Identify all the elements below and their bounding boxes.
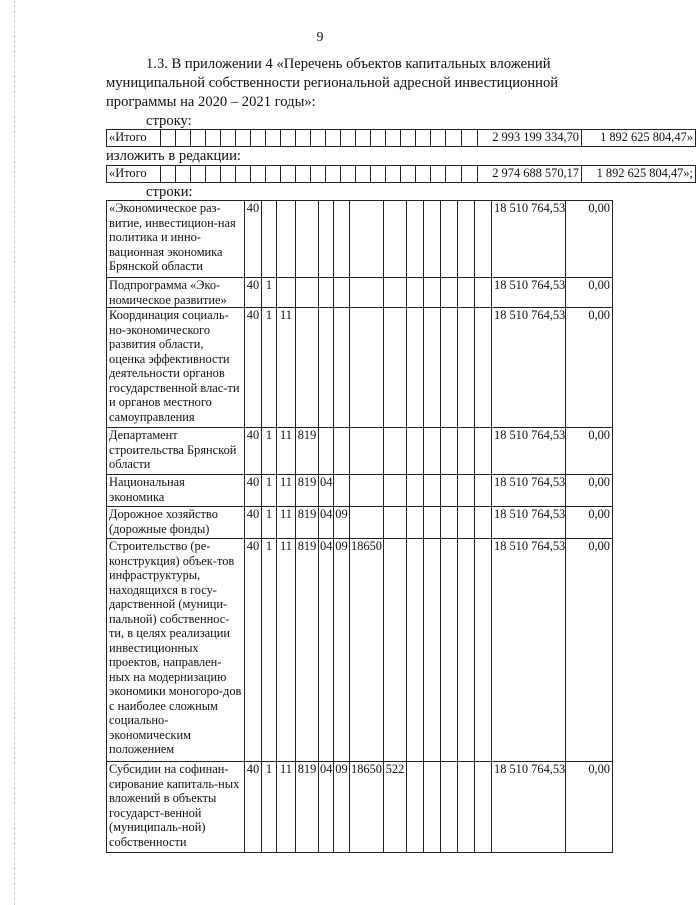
row-value-2020: 18 510 764,53 [492, 308, 566, 428]
row-value-2020: 18 510 764,53 [492, 475, 566, 507]
row-empty-cell [424, 428, 441, 475]
row-code-c4: 819 [296, 428, 319, 475]
row-code-c6 [334, 201, 350, 278]
row-empty-cell [424, 278, 441, 308]
row-value-2020: 18 510 764,53 [492, 539, 566, 762]
row-empty-cell [407, 428, 424, 475]
row-empty-cell [424, 308, 441, 428]
row-code-c2: 1 [262, 278, 277, 308]
row-empty-cell [458, 308, 475, 428]
row-code-c7 [350, 428, 384, 475]
row-empty-cell [458, 539, 475, 762]
row-code-c5 [319, 201, 334, 278]
row-code-c1: 40 [245, 475, 262, 507]
row-code-c2: 1 [262, 762, 277, 853]
row-code-c7 [350, 475, 384, 507]
row-code-c3 [277, 278, 296, 308]
rows-table [106, 200, 613, 853]
row-code-c3: 11 [277, 428, 296, 475]
row-code-c2: 1 [262, 428, 277, 475]
row-code-c5: 04 [319, 475, 334, 507]
row-empty-cell [475, 507, 492, 539]
row-code-c1: 40 [245, 278, 262, 308]
row-name: «Экономическое раз-витие, инвестицион-ная политика и инно-вационная экономика Брянской области [107, 201, 245, 278]
row-code-c3: 11 [277, 762, 296, 853]
row-code-c4: 819 [296, 539, 319, 762]
row-code-c7 [350, 308, 384, 428]
row-empty-cell [458, 475, 475, 507]
new-total-row [107, 166, 696, 183]
old-total-2020: 2 993 199 334,70 [478, 130, 582, 147]
row-code-c6 [334, 308, 350, 428]
row-name: Строительство (ре-конструкция) объек-тов инфраструктуры, находящихся в госу-дарственной (муници-пальной) собственнос-ти, в целях реализации инвестиционных проектов, направлен-ных на модернизацию экономики моногоро-дов с наиболее сложным социально-экономическим положением [107, 539, 245, 762]
row-name: Департамент строительства Брянской области [107, 428, 245, 475]
row-empty-cell [424, 475, 441, 507]
row-code-c5: 04 [319, 507, 334, 539]
intro-line-1: 1.3. В приложении 4 «Перечень объектов капитальных вложений [146, 56, 551, 72]
row-empty-cell [407, 475, 424, 507]
row-empty-cell [424, 201, 441, 278]
row-empty-cell [441, 308, 458, 428]
row-value-2020: 18 510 764,53 [492, 762, 566, 853]
row-code-c7: 18650 [350, 539, 384, 762]
table-row [107, 428, 613, 475]
label-rows: строки: [146, 184, 193, 200]
old-total-row [107, 130, 696, 147]
table-row [107, 201, 613, 278]
scan-edge-line [14, 0, 15, 905]
row-code-c3 [277, 201, 296, 278]
row-code-c5 [319, 428, 334, 475]
row-code-c2: 1 [262, 507, 277, 539]
row-code-c4 [296, 278, 319, 308]
row-code-c4: 819 [296, 762, 319, 853]
row-code-c4 [296, 201, 319, 278]
intro-line-3: программы на 2020 – 2021 годы»: [106, 94, 316, 110]
row-empty-cell [407, 762, 424, 853]
row-code-c4: 819 [296, 507, 319, 539]
row-empty-cell [458, 428, 475, 475]
table-row [107, 475, 613, 507]
row-code-c8 [384, 428, 407, 475]
row-empty-cell [475, 428, 492, 475]
row-empty-cell [407, 507, 424, 539]
row-code-c6: 09 [334, 539, 350, 762]
row-value-2021: 0,00 [566, 507, 613, 539]
row-value-2021: 0,00 [566, 539, 613, 762]
row-code-c3: 11 [277, 308, 296, 428]
table-row [107, 539, 613, 762]
label-row: строку: [146, 113, 192, 129]
row-code-c8 [384, 475, 407, 507]
row-code-c1: 40 [245, 507, 262, 539]
row-code-c8 [384, 278, 407, 308]
row-empty-cell [458, 762, 475, 853]
row-value-2020: 18 510 764,53 [492, 201, 566, 278]
row-value-2021: 0,00 [566, 475, 613, 507]
row-code-c2: 1 [262, 475, 277, 507]
table-row [107, 762, 613, 853]
row-value-2020: 18 510 764,53 [492, 428, 566, 475]
row-empty-cell [424, 539, 441, 762]
row-empty-cell [458, 201, 475, 278]
row-empty-cell [441, 201, 458, 278]
row-empty-cell [441, 278, 458, 308]
row-value-2021: 0,00 [566, 278, 613, 308]
row-code-c8 [384, 539, 407, 762]
row-code-c5: 04 [319, 762, 334, 853]
row-value-2021: 0,00 [566, 428, 613, 475]
row-value-2021: 0,00 [566, 308, 613, 428]
old-total-2021: 1 892 625 804,47» [582, 130, 696, 147]
row-empty-cell [441, 762, 458, 853]
row-name: Координация социаль-но-экономического развития области, оценка эффективности деятельности органов государственной влас-ти и органов местного самоуправления [107, 308, 245, 428]
row-code-c1: 40 [245, 539, 262, 762]
row-code-c6: 09 [334, 507, 350, 539]
row-empty-cell [458, 278, 475, 308]
row-value-2020: 18 510 764,53 [492, 278, 566, 308]
row-empty-cell [475, 201, 492, 278]
row-empty-cell [407, 201, 424, 278]
row-code-c7 [350, 507, 384, 539]
label-edit: изложить в редакции: [106, 148, 241, 164]
row-value-2021: 0,00 [566, 762, 613, 853]
row-code-c3: 11 [277, 539, 296, 762]
row-code-c8 [384, 201, 407, 278]
row-code-c2: 1 [262, 539, 277, 762]
new-total-2020: 2 974 688 570,17 [478, 166, 582, 183]
row-code-c7 [350, 201, 384, 278]
row-code-c2: 1 [262, 308, 277, 428]
row-code-c4 [296, 308, 319, 428]
row-empty-cell [441, 428, 458, 475]
row-empty-cell [407, 278, 424, 308]
row-name: Субсидии на софинан-сирование капиталь-ных вложений в объекты государст-венной (муниципаль-ной) собственности [107, 762, 245, 853]
row-empty-cell [475, 308, 492, 428]
row-empty-cell [424, 762, 441, 853]
row-code-c1: 40 [245, 201, 262, 278]
page-number: 9 [316, 30, 324, 45]
new-total-table [106, 165, 696, 183]
row-code-c2 [262, 201, 277, 278]
row-empty-cell [475, 762, 492, 853]
row-value-2020: 18 510 764,53 [492, 507, 566, 539]
row-empty-cell [458, 507, 475, 539]
row-empty-cell [424, 507, 441, 539]
row-code-c3: 11 [277, 507, 296, 539]
intro-line-2: муниципальной собственности региональной адресной инвестиционной [106, 75, 559, 91]
table-row [107, 507, 613, 539]
row-empty-cell [441, 475, 458, 507]
row-empty-cell [407, 308, 424, 428]
row-empty-cell [475, 278, 492, 308]
row-name: Дорожное хозяйство (дорожные фонды) [107, 507, 245, 539]
row-code-c1: 40 [245, 762, 262, 853]
row-code-c4: 819 [296, 475, 319, 507]
old-total-table [106, 129, 696, 147]
row-empty-cell [475, 475, 492, 507]
row-code-c6: 09 [334, 762, 350, 853]
row-code-c5: 04 [319, 539, 334, 762]
table-row [107, 278, 613, 308]
new-total-2021: 1 892 625 804,47»; [582, 166, 696, 183]
old-total-label: «Итого [107, 130, 161, 147]
row-empty-cell [407, 539, 424, 762]
row-code-c8 [384, 507, 407, 539]
row-code-c5 [319, 308, 334, 428]
table-row [107, 308, 613, 428]
row-empty-cell [441, 507, 458, 539]
row-name: Национальная экономика [107, 475, 245, 507]
row-code-c5 [319, 278, 334, 308]
row-code-c8: 522 [384, 762, 407, 853]
row-code-c7 [350, 278, 384, 308]
row-code-c1: 40 [245, 428, 262, 475]
intro-paragraph [106, 55, 612, 112]
row-name: Подпрограмма «Эко-номическое развитие» [107, 278, 245, 308]
row-code-c6 [334, 428, 350, 475]
row-code-c6 [334, 278, 350, 308]
row-code-c6 [334, 475, 350, 507]
new-total-label: «Итого [107, 166, 161, 183]
row-code-c1: 40 [245, 308, 262, 428]
row-code-c8 [384, 308, 407, 428]
row-code-c3: 11 [277, 475, 296, 507]
row-empty-cell [475, 539, 492, 762]
row-code-c7: 18650 [350, 762, 384, 853]
row-value-2021: 0,00 [566, 201, 613, 278]
row-empty-cell [441, 539, 458, 762]
